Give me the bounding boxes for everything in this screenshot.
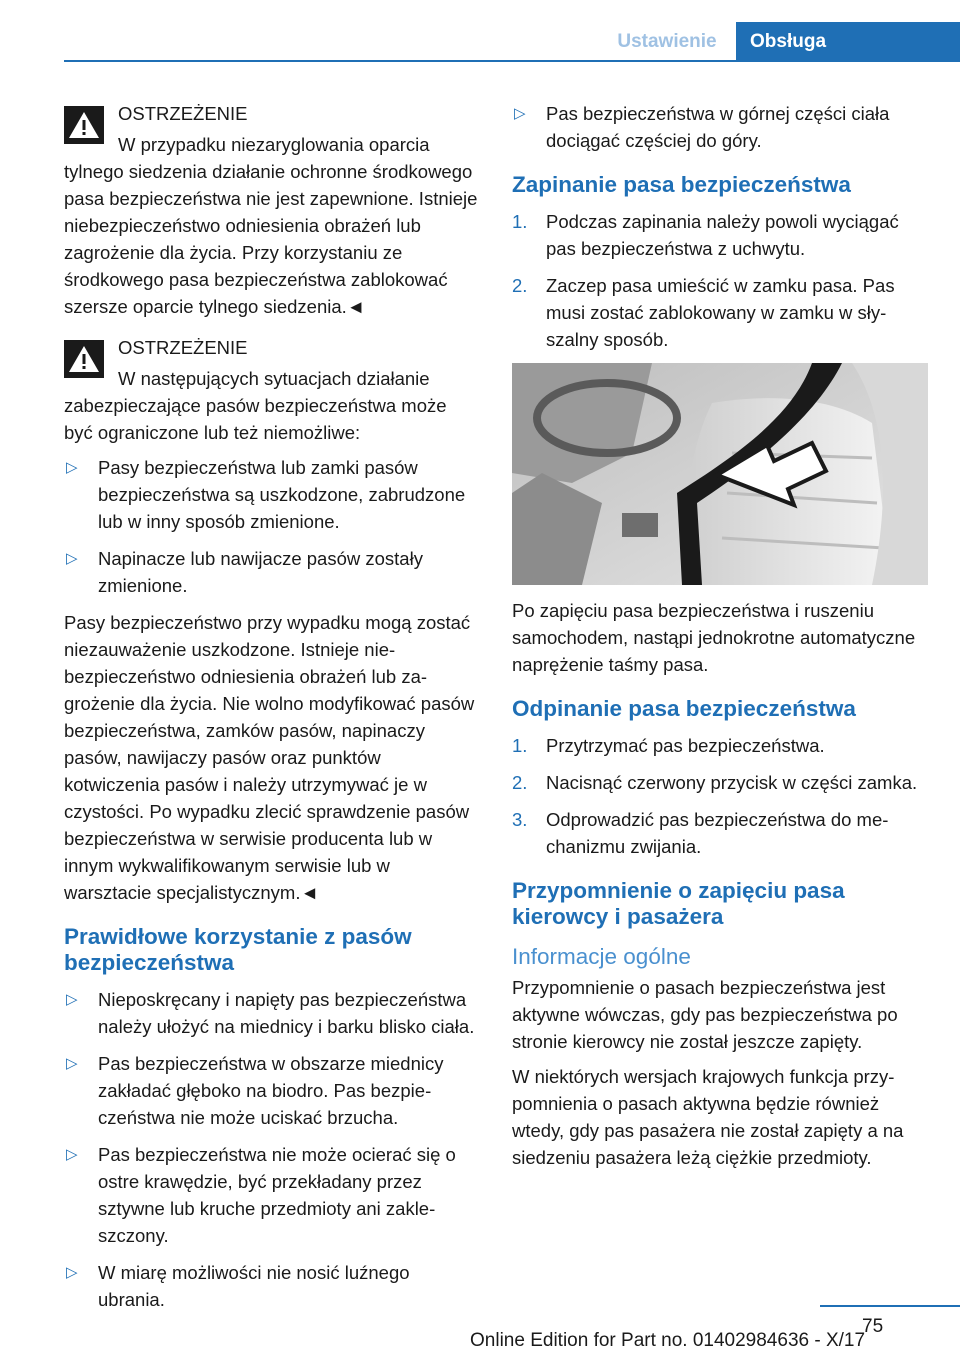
list-item: 3. Odprowadzić pas bezpieczeństwa do mechanizmu zwijania.: [512, 809, 889, 857]
warning-title: OSTRZEŻENIE: [118, 103, 248, 124]
warning-title: OSTRZEŻENIE: [118, 337, 248, 358]
tab-obsluga[interactable]: Obsługa: [736, 22, 960, 62]
warning-triangle-icon: [64, 340, 104, 378]
warning-block-2: [64, 334, 478, 906]
list-item: 1. Przytrzymać pas bezpieczeństwa.: [512, 735, 825, 756]
warning-block-1: [64, 100, 478, 320]
section-heading-fasten: Zapinanie pasa bezpieczeństwa: [512, 172, 851, 197]
correct-use-list: [64, 986, 478, 1313]
triangle-bullet-icon: ▷: [66, 1055, 78, 1072]
right-column: [512, 100, 932, 1179]
triangle-bullet-icon: ▷: [66, 1264, 78, 1281]
list-item: ▷ Pas bezpieczeństwa w górnej części ciała dociągać częściej do góry.: [512, 100, 932, 154]
subheading-general-info: Informacje ogólne: [512, 944, 691, 969]
header-divider: [64, 60, 960, 62]
list-item: ▷ Pas bezpieczeństwa w obszarze miednicy zakładać głęboko na biodro. Pas bezpieczeństwa nie może uciskać brzucha.: [64, 1050, 478, 1131]
warning-text: W przypadku niezaryglowania oparcia tylnego siedzenia działanie ochronne środkowego pasa bezpieczeństwa nie jest zapewnione. Istnieje niebezpieczeństwo odniesienia obrażeń lub zagrożenie dla życia. Przy korzystaniu ze środkowego pasa bezpieczeństwa zablokować szersze oparcie tylnego siedzenia.◄: [64, 134, 478, 317]
list-item: 1. Podczas zapinania należy powoli wyciągać pas bezpieczeństwa z uchwytu.: [512, 211, 899, 259]
section-heading-unfasten: Odpinanie pasa bezpieczeństwa: [512, 696, 856, 721]
fasten-steps: [512, 208, 932, 353]
list-item: ▷ W miarę możliwości nie nosić luźnego ubrania.: [64, 1259, 478, 1313]
section-heading-correct-use: Prawidłowe korzystanie z pasów bezpieczeństwa: [64, 924, 412, 975]
list-item: 2. Nacisnąć czerwony przycisk w części zamka.: [512, 772, 918, 793]
left-column: [64, 100, 478, 1323]
page-number: 75: [862, 1316, 884, 1337]
page-header: [0, 0, 960, 62]
warning-bullet-list: [64, 454, 478, 599]
warning-triangle-icon: [64, 106, 104, 144]
triangle-bullet-icon: ▷: [66, 991, 78, 1008]
list-item: ▷ Nieposkręcany i napięty pas bezpieczeństwa należy ułożyć na miednicy i barku blisko ciała.: [64, 986, 478, 1040]
list-item: ▷ Pas bezpieczeństwa nie może ocierać się o ostre krawędzie, być przekładany przez sztywne lub kruche przedmioty ani zakleszczony.: [64, 1141, 478, 1249]
reminder-paragraph-2: W niektórych wersjach krajowych funkcja przypomnienia o pasach aktywna będzie również wtedy, gdy pas pasażera nie został zapięty a na siedzeniu pasażera leżą ciężkie przedmioty.: [512, 1066, 904, 1168]
list-item: 2. Zaczep pasa umieścić w zamku pasa. Pas musi zostać zablokowany w zamku w słyszalny sposób.: [512, 275, 895, 350]
section-heading-reminder: Przypomnienie o zapięciu pasa kierowcy i pasażera: [512, 878, 845, 929]
tab-ustawienie[interactable]: Ustawienie: [617, 31, 717, 52]
list-item: ▷ Pasy bezpieczeństwa lub zamki pasów bezpieczeństwa są uszkodzone, zabrudzone lub w inny sposób zmienione.: [64, 454, 478, 535]
seatbelt-buckle-photo: [512, 363, 928, 585]
list-item: ▷ Napinacze lub nawijacze pasów zostały zmienione.: [64, 545, 478, 599]
warning-text: W następujących sytuacjach działanie zabezpieczające pasów bezpieczeństwa może być ograniczone lub też niemożliwe:: [64, 368, 447, 443]
unfasten-steps: [512, 732, 932, 860]
triangle-bullet-icon: ▷: [66, 459, 78, 476]
edition-footer: Online Edition for Part no. 01402984636 - X/17: [470, 1330, 866, 1351]
warning-paragraph: Pasy bezpieczeństwo przy wypadku mogą zostać niezauważenie uszkodzone. Istnieje niebezpieczeństwo odniesienia obrażeń lub zagrożenie dla życia. Nie wolno modyfikować pasów bezpieczeństwa, zamków pasów, napinaczy pasów, nawijaczy pasów oraz punktów kotwiczenia pasów i należy utrzymywać je w czystości. Po wypadku zlecić sprawdzenie pasów bezpieczeństwa w serwisie producenta lub w innym wykwalifikowanym serwisie lub w warsztacie specjalistycznym.◄: [64, 612, 475, 903]
after-fasten-paragraph: Po zapięciu pasa bezpieczeństwa i ruszeniu samochodem, nastąpi jednokrotne automatyczne naprężenie taśmy pasa.: [512, 600, 916, 675]
triangle-bullet-icon: ▷: [66, 550, 78, 567]
footer-divider: [820, 1305, 960, 1307]
triangle-bullet-icon: ▷: [66, 1146, 78, 1163]
reminder-paragraph-1: Przypomnienie o pasach bezpieczeństwa jest aktywne wówczas, gdy pas bezpieczeństwa po stronie kierowcy nie został jeszcze zapięty.: [512, 977, 898, 1052]
top-bullet-list: [512, 100, 932, 154]
triangle-bullet-icon: ▷: [514, 105, 526, 122]
